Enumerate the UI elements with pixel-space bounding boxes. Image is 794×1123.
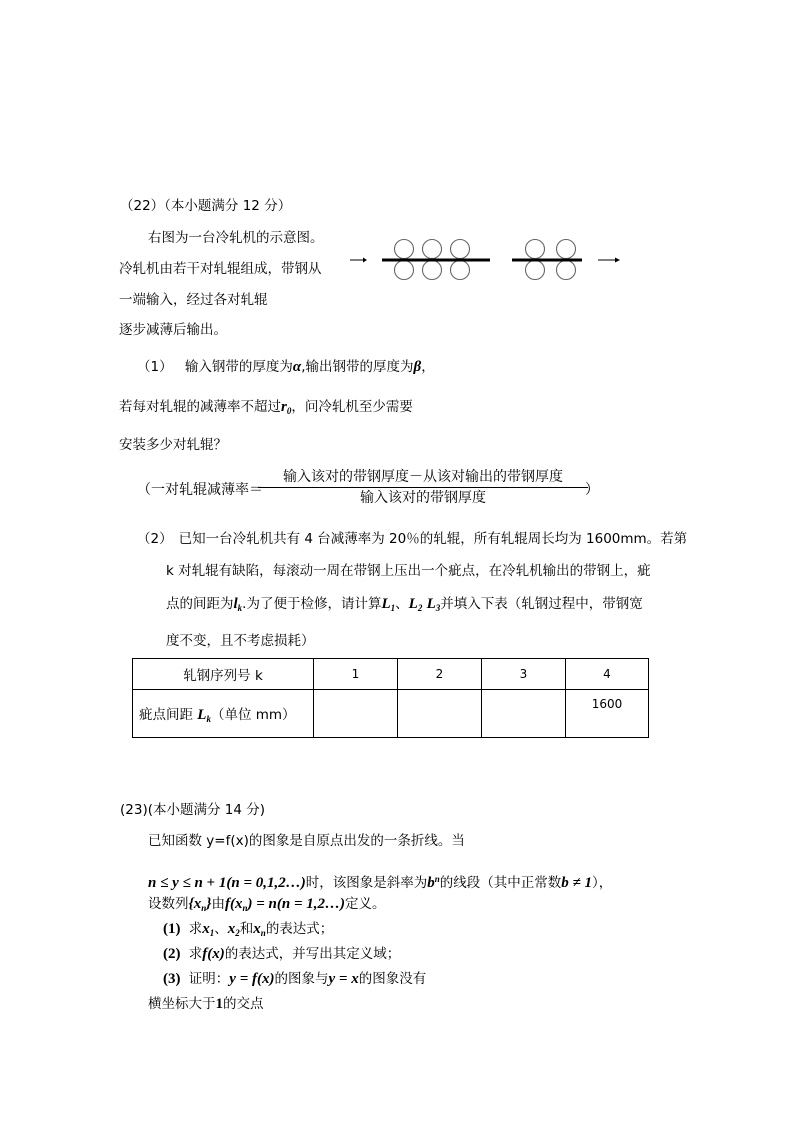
beta-symbol: β	[413, 359, 422, 375]
xn-symbol: $x_n$	[253, 921, 266, 938]
q23-line1: 已知函数 y=f(x)的图象是自原点出发的一条折线。当	[148, 833, 465, 849]
fraction-numerator: 输入该对的带钢厚度－从该对输出的带钢厚度	[258, 468, 588, 488]
q23-item-3: (3) 证明：y = f(x)的图象与y = x的图象没有	[163, 971, 427, 987]
rolling-mill-diagram	[348, 232, 628, 292]
q22-part2-line4: 度不变，且不考虑损耗）	[166, 633, 315, 649]
q23-last-line: 横坐标大于1的交点	[148, 996, 264, 1012]
table-row	[133, 659, 649, 690]
definition-prefix: （一对轧辊减薄率＝	[137, 482, 263, 498]
table-cell[interactable]	[314, 690, 398, 738]
definition-suffix: ）	[585, 482, 599, 498]
q23-item-1: (1) 求$x_1$、$x_2$和$x_n$的表达式；	[163, 921, 334, 938]
y-equals-x: y = x	[328, 971, 359, 987]
table-cell: 1600	[566, 690, 649, 738]
L3-symbol: $L_3$	[426, 596, 441, 613]
sequence-xn: $\{x_n\}$	[188, 896, 212, 913]
q23-item-2: (2) 求f(x)的表达式，并写出其定义域；	[163, 946, 401, 962]
fraction-denominator: 输入该对的带钢厚度	[360, 490, 486, 506]
column-header: 1	[314, 659, 398, 690]
defect-spacing-table	[132, 658, 649, 738]
b-power-n: $b^n$	[427, 874, 440, 891]
lk-symbol: $l_k$	[233, 596, 243, 613]
column-header: 4	[566, 659, 649, 690]
table-cell[interactable]	[398, 690, 482, 738]
sequence-definition: $f(x_n) = n(n$ = 1,2…)	[224, 896, 346, 913]
q22-intro-line3: 一端输入，经过各对轧辊	[119, 292, 268, 308]
q22-part1-line1: （1） 输入钢带的厚度为α,输出钢带的厚度为β，	[137, 359, 435, 375]
fx-symbol: f(x)	[202, 946, 225, 962]
q22-intro-line2: 冷轧机由若干对轧辊组成，带钢从	[119, 261, 322, 277]
q23-header: (23)(本小题满分 14 分)	[120, 802, 266, 818]
q22-intro-line1: 右图为一台冷轧机的示意图。	[148, 230, 324, 246]
q22-part2-line1: （2） 已知一台冷轧机共有 4 台减薄率为 20％的轧辊，所有轧辊周长均为 1600mm。若第	[137, 531, 688, 547]
x1-symbol: $x_1$	[202, 921, 215, 938]
row-label-spacing: 疵点间距 $L_k$（单位 mm）	[133, 690, 314, 738]
q22-part1-line3: 安装多少对轧辊？	[119, 437, 227, 453]
q22-part1-line2: 若每对轧辊的减薄率不超过$r_0$，问冷轧机至少需要	[119, 399, 413, 416]
column-header: 2	[398, 659, 482, 690]
y-equals-fx: y = f(x)	[229, 971, 275, 987]
column-header: 3	[482, 659, 566, 690]
alpha-symbol: α	[292, 359, 302, 375]
Lk-symbol: $L_k$	[197, 707, 211, 724]
row-label-k: 轧钢序列号 k	[133, 659, 314, 690]
b-condition: b ≠ 1	[561, 875, 592, 891]
q23-line3: 设数列$\{x_n\}$由$f(x_n) = n(n$ = 1,2…)定义。	[148, 896, 386, 913]
q22-header: （22）（本小题满分 12 分）	[120, 198, 292, 214]
q22-part2-line2: k 对轧辊有缺陷，每滚动一周在带钢上压出一个疵点，在冷轧机输出的带钢上，疵	[166, 563, 651, 579]
table-row	[133, 690, 649, 738]
x2-symbol: $x_2$	[227, 921, 240, 938]
r0-symbol: $r_0$	[281, 399, 292, 416]
L2-symbol: $L_2$	[408, 596, 423, 613]
reduction-rate-fraction	[258, 468, 588, 508]
q22-intro-line4: 逐步减薄后输出。	[119, 322, 227, 338]
table-cell[interactable]	[482, 690, 566, 738]
q22-part2-line3: 点的间距为$l_k$.为了便于检修，请计算$L_1$、$L_2$ $L_3$并填入下表（轧钢过程中，带钢宽	[166, 596, 643, 613]
range-condition: n ≤ y ≤ n + 1(n = 0,1,2…)	[148, 875, 306, 891]
L1-symbol: $L_1$	[381, 596, 396, 613]
q23-line2: n ≤ y ≤ n + 1(n = 0,1,2…)时，该图象是斜率为$b^n$的线段（其中正常数b ≠ 1），	[148, 874, 613, 891]
